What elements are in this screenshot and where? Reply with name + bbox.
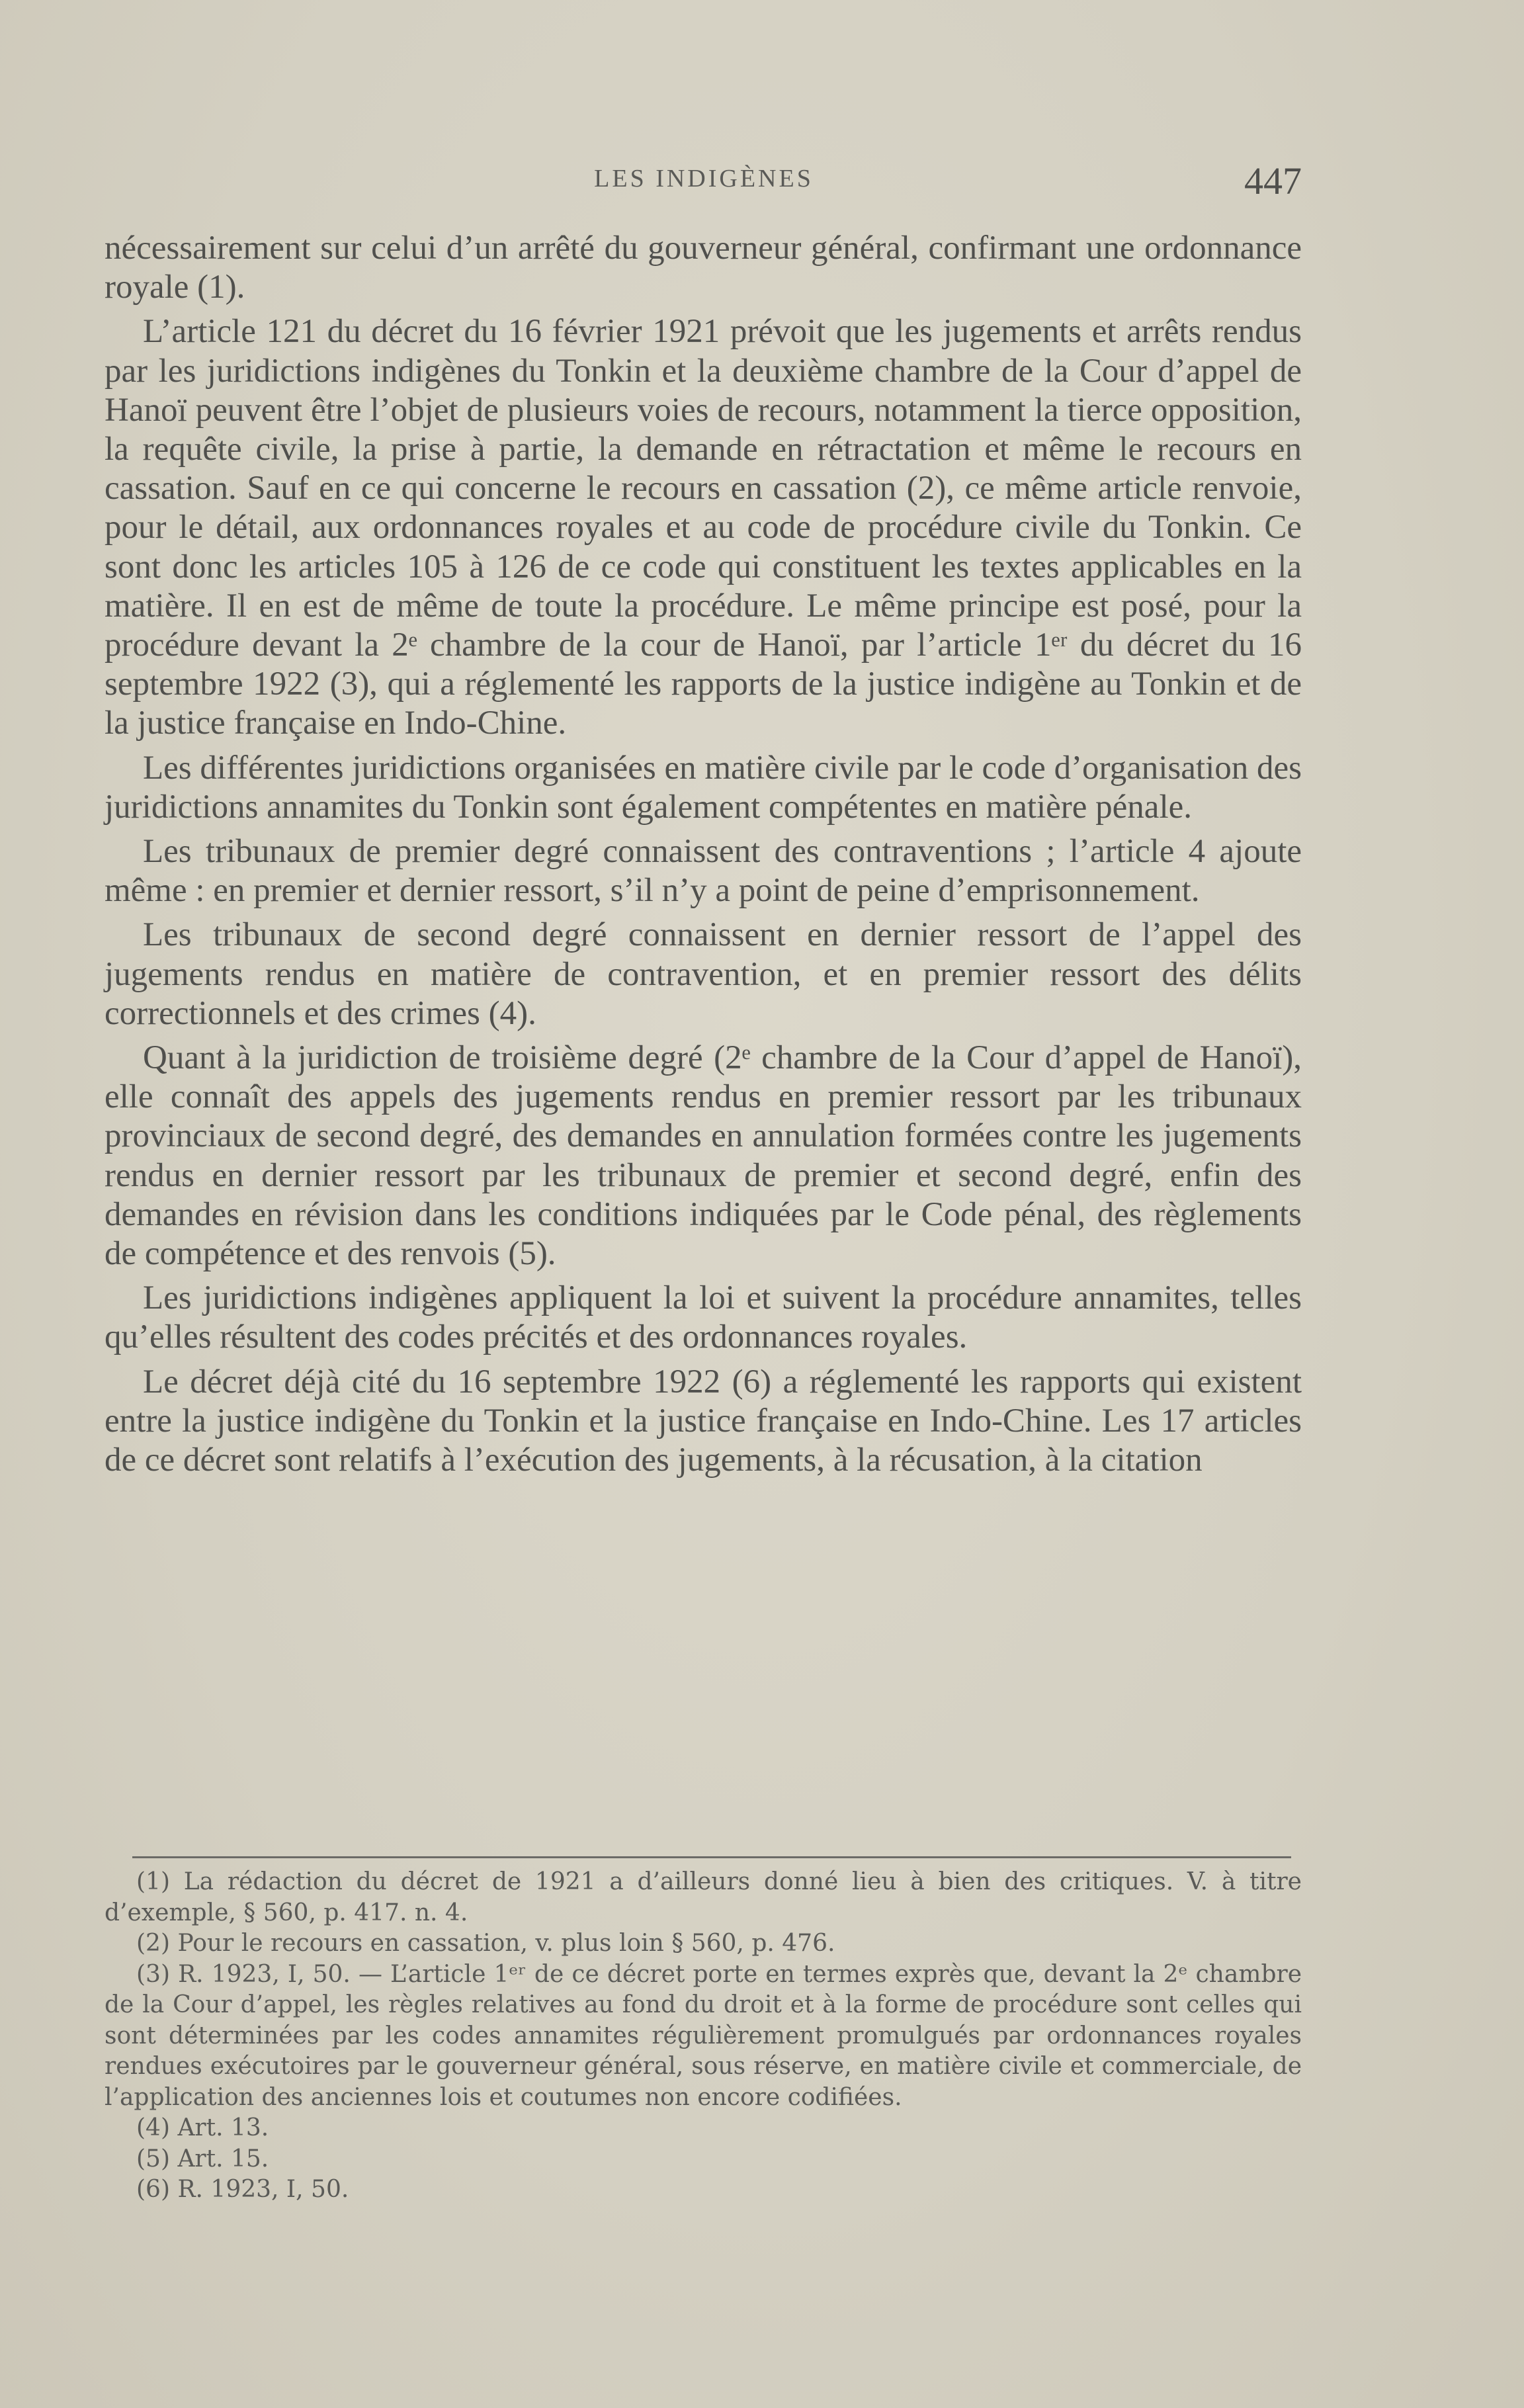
page-number: 447 xyxy=(1244,159,1302,202)
paragraph: L’article 121 du décret du 16 février 1921 prévoit que les jugements et arrêts rendus par les juridictions indigènes du Tonkin et la deuxième chambre de la Cour d’appel de Hanoï peuvent être l’objet de plusieurs voies de recours, notamment la tierce opposition, la requête civile, la prise à partie, la demande en rétractation et même le recours en cassation. Sauf en ce qui concerne le recours en cassation (2), ce même article renvoie, pour le détail, aux ordonnances royales et au code de procédure civile du Tonkin. Ce sont donc les articles 105 à 126 de ce code qui constituent les textes applicables en la matière. Il en est de même de toute la procédure. Le même principe est posé, pour la procédure devant la 2ᵉ chambre de la cour de Hanoï, par l’article 1ᵉʳ du décret du 16 septembre 1922 (3), qui a réglementé les rapports de la justice indigène au Tonkin et de la justice française en Indo-Chine. xyxy=(105,313,1302,742)
footnote-divider xyxy=(132,1856,1291,1858)
paragraph: Les tribunaux de premier degré connaissent des contraventions ; l’article 4 ajoute même : en premier et dernier ressort, s’il n’y a point de peine d’emprisonnement. xyxy=(105,833,1302,910)
footnote: (1) La rédaction du décret de 1921 a d’ailleurs donné lieu à bien des critiques. V. à titre d’exemple, § 560, p. 417. n. 4. xyxy=(105,1868,1302,1926)
page-header xyxy=(106,159,1302,212)
main-text xyxy=(105,229,1302,1485)
running-head: LES INDIGÈNES xyxy=(594,165,814,193)
footnotes xyxy=(105,1867,1302,2206)
paragraph: Les juridictions indigènes appliquent la loi et suivent la procédure annamites, telles qu’elles résultent des codes précités et des ordonnances royales. xyxy=(105,1279,1302,1356)
footnote: (6) R. 1923, I, 50. xyxy=(136,2176,349,2203)
footnote: (4) Art. 13. xyxy=(136,2114,269,2141)
paragraph: Les tribunaux de second degré connaissent en dernier ressort de l’appel des jugements rendus en matière de contravention, et en premier ressort des délits correctionnels et des crimes (4). xyxy=(105,916,1302,1032)
paragraph: nécessairement sur celui d’un arrêté du gouverneur général, confirmant une ordonnance royale (1). xyxy=(105,230,1302,306)
paragraph: Quant à la juridiction de troisième degré (2ᵉ chambre de la Cour d’appel de Hanoï), elle connaît des appels des jugements rendus en premier ressort par les tribunaux provinciaux de second degré, des demandes en annulation formées contre les jugements rendus en dernier ressort par les tribunaux de premier et second degré, enfin des demandes en révision dans les conditions indiquées par le Code pénal, des règlements de compétence et des renvois (5). xyxy=(105,1039,1302,1273)
footnote: (3) R. 1923, I, 50. — L’article 1ᵉʳ de ce décret porte en termes exprès que, devant la 2ᵉ chambre de la Cour d’appel, les règles relatives au fond du droit et à la forme de procédure sont celles qui sont déterminées par les codes annamites régulièrement promulgués par ordonnances royales rendues exécutoires par le gouverneur général, sous réserve, en matière civile et commerciale, de l’application des anciennes lois et coutumes non encore codifiées. xyxy=(105,1960,1302,2111)
paragraph: Les différentes juridictions organisées en matière civile par le code d’organisation des juridictions annamites du Tonkin sont également compétentes en matière pénale. xyxy=(105,749,1302,826)
footnote: (5) Art. 15. xyxy=(136,2145,269,2172)
paragraph: Le décret déjà cité du 16 septembre 1922 (6) a réglementé les rapports qui existent entre la justice indigène du Tonkin et la justice française en Indo-Chine. Les 17 articles de ce décret sont relatifs à l’exécution des jugements, à la récusation, à la citation xyxy=(105,1363,1302,1479)
footnote: (2) Pour le recours en cassation, v. plus loin § 560, p. 476. xyxy=(136,1930,835,1957)
